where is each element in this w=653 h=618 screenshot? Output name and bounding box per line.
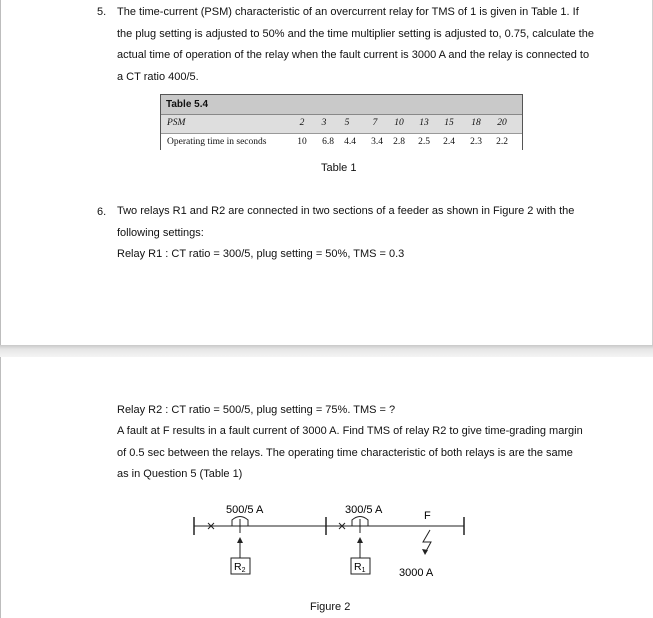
ct-1-icon [232, 517, 248, 534]
fault-arrow-icon [422, 549, 428, 555]
relay-2-subscript: 2 [241, 567, 246, 574]
table-row-operating-time [161, 133, 522, 152]
table-cell: 15 [444, 118, 454, 128]
question-5-text: The time-current (PSM) characteristic of an overcurrent relay for TMS of 1 is given in Table 1. If the plug setting is adjusted to 50% and the time multiplier setting is adjusted to, 0.75, calculate the actual time of operation of the relay when the fault current is 3000 A and the relay is connected to a CT ratio 400/5. [117, 6, 594, 83]
ct-2-icon [352, 517, 368, 534]
relay-2-arrow-icon [237, 537, 243, 543]
fault-label: F [424, 510, 431, 522]
question-6-number: 6. [97, 206, 107, 218]
ct-2-label: 300/5 A [345, 504, 383, 516]
relay-r1-settings: Relay R1 : CT ratio = 300/5, plug setting = 50%, TMS = 0.3 [117, 248, 405, 260]
question-6-text: Two relays R1 and R2 are connected in two sections of a feeder as shown in Figure 2 with the following settings: [117, 205, 575, 239]
relay-2-label: R [234, 561, 242, 573]
relay-r2-settings: Relay R2 : CT ratio = 500/5, plug setting = 75%. TMS = ? [117, 404, 396, 416]
table-cell: 2.3 [470, 137, 482, 147]
table-cell: 2 [299, 118, 305, 128]
table-cell: 4.4 [344, 137, 356, 147]
table-row-psm [161, 115, 522, 133]
table-cell: 5 [344, 118, 350, 128]
table-cell: 20 [497, 118, 507, 128]
psm-table [160, 94, 523, 150]
table-caption: Table 1 [321, 162, 357, 174]
relay-1-subscript: 1 [361, 567, 366, 574]
relay-1-label: R [354, 561, 362, 573]
ct-1-label: 500/5 A [226, 504, 264, 516]
fault-description: A fault at F results in a fault current of 3000 A. Find TMS of relay R2 to give time-grading margin of 0.5 sec between the relays. The operating time characteristic of both relays is are the same as in Question 5 (Table 1) [117, 425, 583, 480]
table-cell: 2.2 [496, 137, 508, 147]
page-separator [0, 345, 653, 357]
table-cell: 3.4 [371, 137, 383, 147]
relay-1-arrow-icon [357, 537, 363, 543]
table-cell: 18 [471, 118, 481, 128]
svg-text:R2 [234, 561, 246, 574]
svg-text:R1 [354, 561, 366, 574]
table-cell: 13 [419, 118, 429, 128]
table-cell: 2.8 [393, 137, 405, 147]
feeder-diagram [188, 497, 478, 587]
fault-current-label: 3000 A [399, 567, 434, 579]
table-row-header-time: Operating time in seconds [167, 137, 267, 147]
table-cell: 2.5 [418, 137, 430, 147]
table-cell: 3 [321, 118, 327, 128]
question-5-number: 5. [97, 6, 107, 18]
table-title: Table 5.4 [161, 95, 522, 115]
figure-caption: Figure 2 [310, 601, 351, 613]
table-row-header-psm: PSM [167, 118, 186, 128]
table-cell: 6.8 [322, 137, 334, 147]
table-cell: 2.4 [443, 137, 455, 147]
table-cell: 10 [297, 137, 307, 147]
table-cell: 10 [394, 118, 404, 128]
table-cell: 7 [372, 118, 378, 128]
